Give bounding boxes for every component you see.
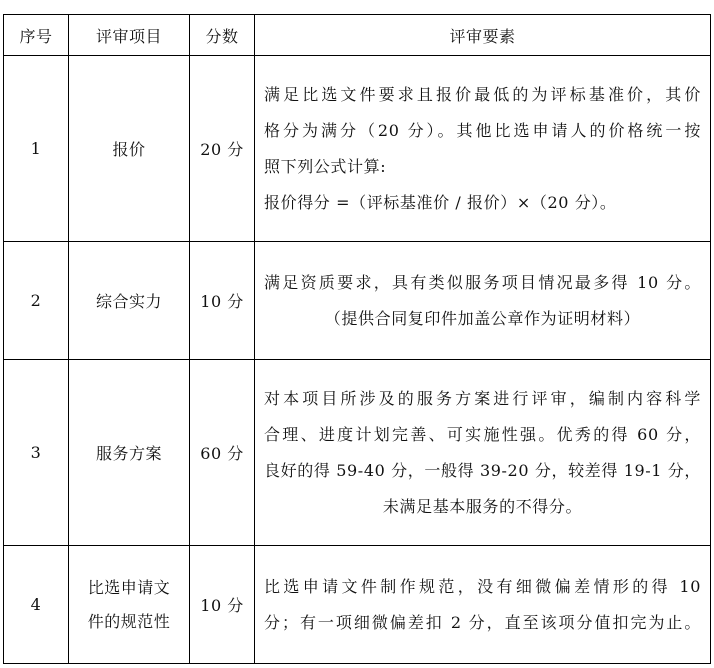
requirement-line: （提供合同复印件加盖公章作为证明材料）: [324, 308, 641, 328]
header-row: [4, 15, 711, 56]
requirement-line: 比选申请文件制作规范，没有细微偏差情形的得 10: [264, 576, 701, 596]
header-requirement: 评审要素: [255, 15, 711, 56]
row-number: 1: [4, 56, 69, 242]
header-score: 分数: [190, 15, 255, 56]
requirement-line: 报价得分 =（评标基准价 / 报价）×（20 分）。: [264, 192, 617, 212]
table-row: [4, 242, 711, 360]
requirement-line: 满足比选文件要求且报价最低的为评标基准价，其价: [264, 84, 701, 104]
requirement-line: 分；有一项细微偏差扣 2 分，直至该项分值扣完为止。: [264, 612, 701, 632]
row-number: 4: [4, 546, 69, 664]
requirement-cell: [255, 360, 711, 546]
table-row: [4, 546, 711, 664]
header-item: 评审项目: [69, 15, 190, 56]
review-item-line: 比选申请文: [87, 577, 171, 597]
requirement-line: 照下列公式计算:: [264, 156, 387, 176]
requirement-line: 格分为满分（20 分）。其他比选申请人的价格统一按: [264, 120, 701, 140]
review-item: 服务方案: [69, 360, 190, 546]
score: 10 分: [190, 242, 255, 360]
review-item-line: 件的规范性: [87, 611, 171, 631]
score: 60 分: [190, 360, 255, 546]
header-no: 序号: [4, 15, 69, 56]
requirement-line: 良好的得 59-40 分，一般得 39-20 分，较差得 19-1 分，: [264, 460, 701, 480]
requirement-cell: [255, 56, 711, 242]
review-item: [69, 546, 190, 664]
review-item: 报价: [69, 56, 190, 242]
review-item: 综合实力: [69, 242, 190, 360]
table-row: [4, 56, 711, 242]
requirement-cell: [255, 242, 711, 360]
table-row: [4, 360, 711, 546]
score: 10 分: [190, 546, 255, 664]
requirement-cell: [255, 546, 711, 664]
requirement-line: 满足资质要求，具有类似服务项目情况最多得 10 分。: [264, 272, 701, 292]
scoring-table: [3, 14, 711, 664]
row-number: 2: [4, 242, 69, 360]
requirement-line: 对本项目所涉及的服务方案进行评审，编制内容科学: [264, 388, 701, 408]
requirement-line: 合理、进度计划完善、可实施性强。优秀的得 60 分，: [264, 424, 701, 444]
row-number: 3: [4, 360, 69, 546]
score: 20 分: [190, 56, 255, 242]
requirement-line: 未满足基本服务的不得分。: [382, 496, 583, 516]
